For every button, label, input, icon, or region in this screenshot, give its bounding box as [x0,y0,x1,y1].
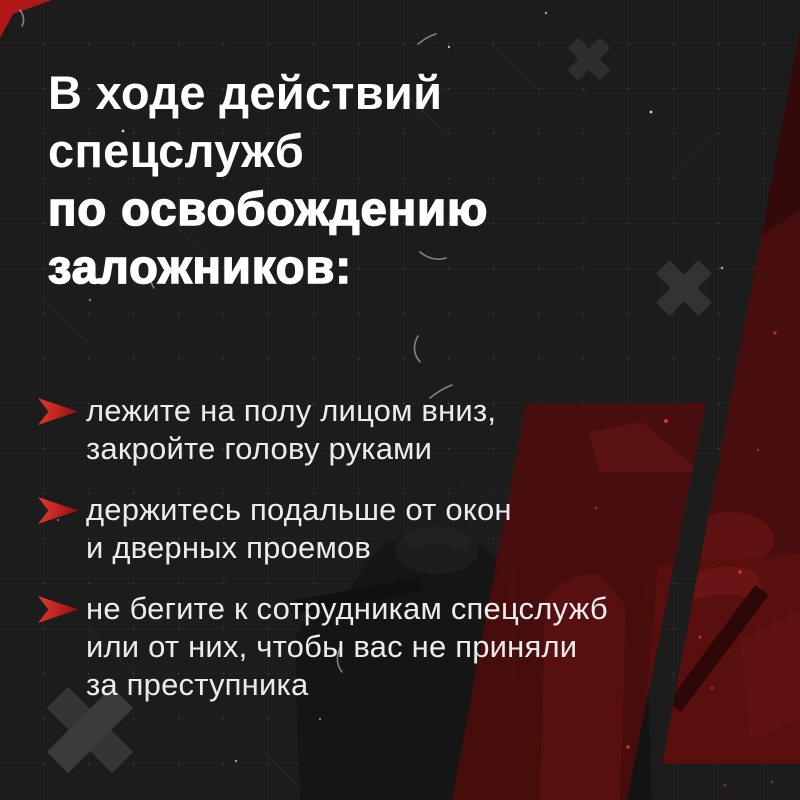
list-item [38,590,698,704]
page-title [48,64,488,296]
red-arrow-marker-icon [38,596,78,623]
title-line-2: спецслужб [48,124,305,177]
tip-line: и дверных проемов [86,530,372,565]
tip-line: или от них, чтобы вас не приняли [86,629,578,664]
list-item [38,392,698,468]
title-line-3: по освобождению [48,182,489,235]
tip-line: закройте голову руками [86,431,433,466]
tip-line: держитесь подальше от окон [86,492,512,527]
tip-line: за преступника [86,667,309,702]
red-arrow-marker-icon [38,497,78,524]
tips-list [38,392,698,727]
tip-line: лежите на полу лицом вниз, [86,393,497,428]
title-line-4: заложников: [48,240,352,293]
red-arrow-marker-icon [38,398,78,425]
tip-line: не бегите к сотрудникам спецслужб [86,591,608,626]
title-line-1: В ходе действий [48,66,443,119]
list-item [38,491,698,567]
tip-text [86,590,608,704]
tip-text [86,491,512,567]
tip-text [86,392,496,468]
